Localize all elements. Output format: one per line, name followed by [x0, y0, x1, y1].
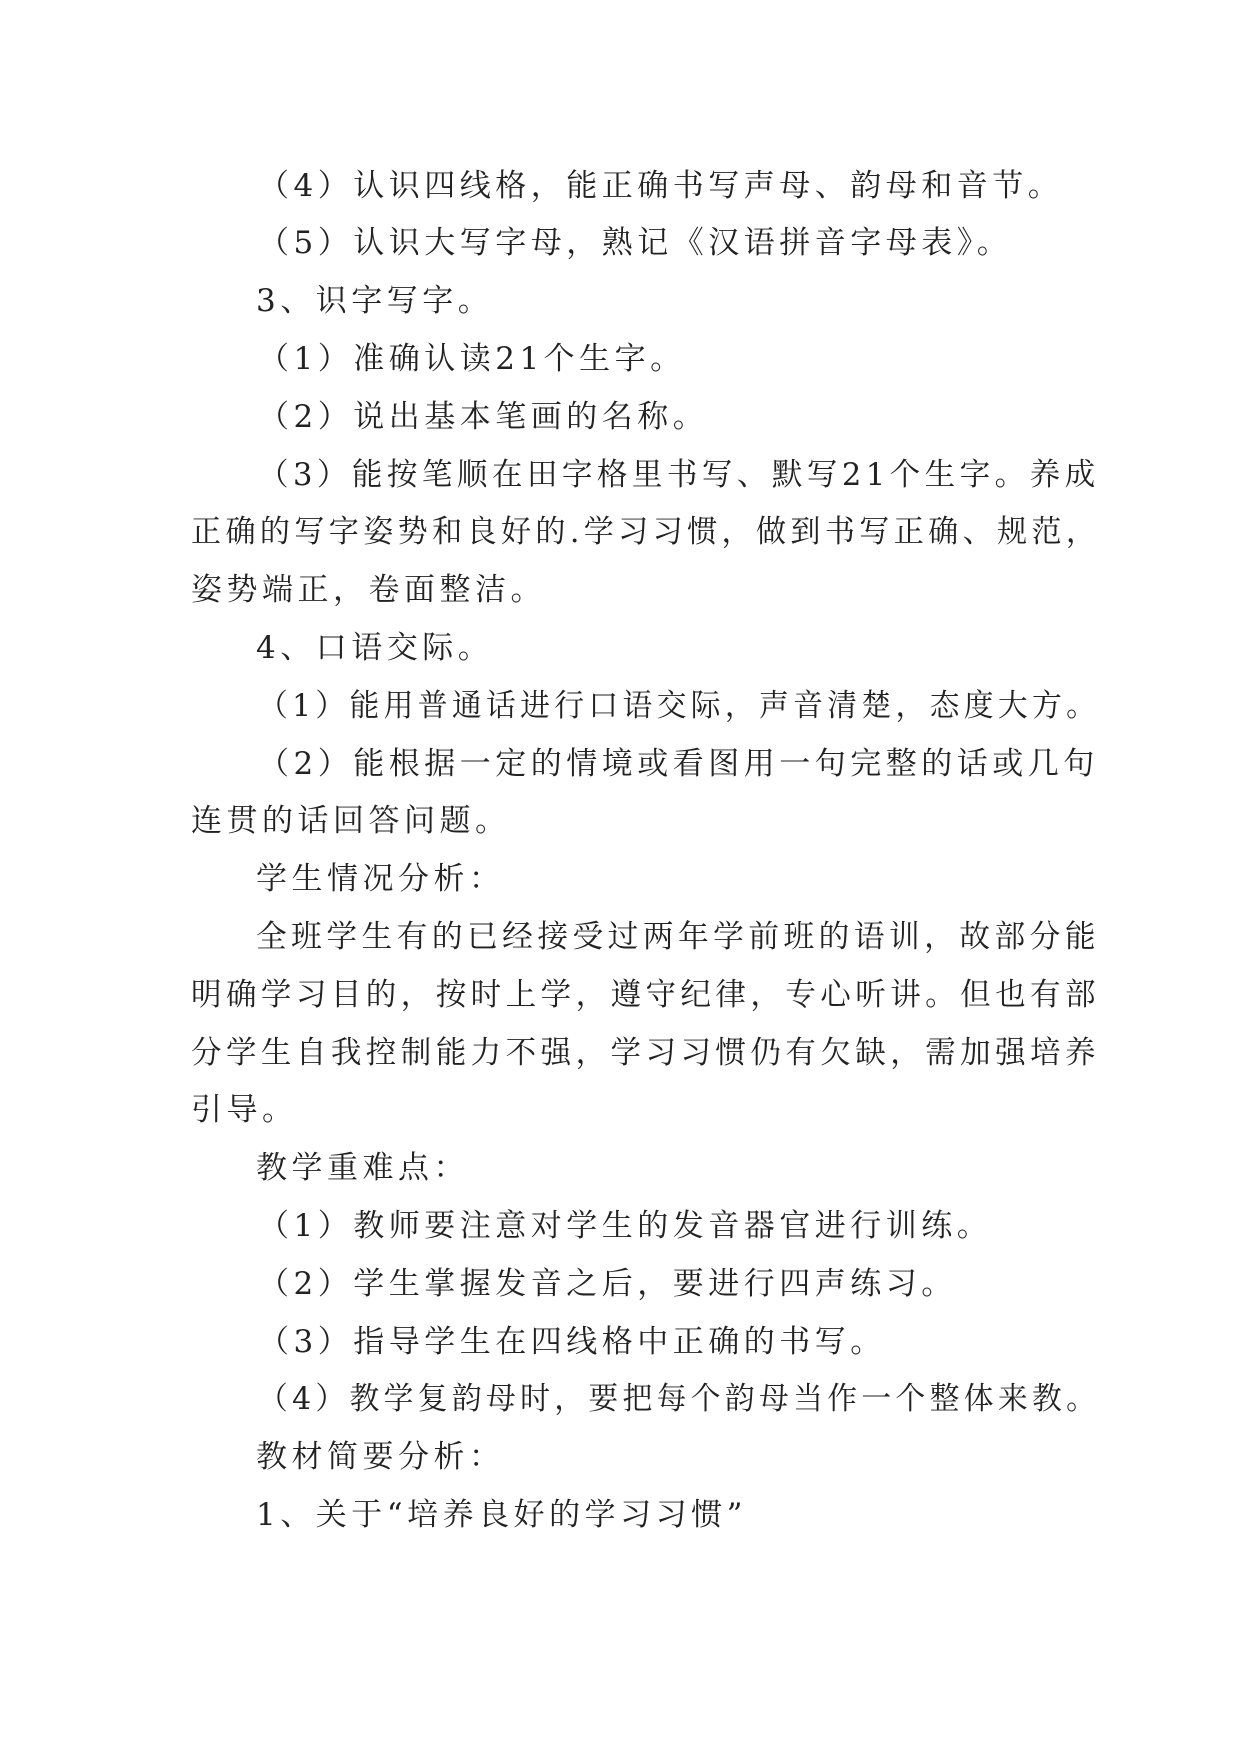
section-heading-oral: 4、口语交际。 [256, 630, 494, 666]
student-analysis-line-3: 分学生自我控制能力不强，学习习惯仍有欠缺，需加强培养 [191, 1035, 1100, 1071]
student-analysis-line-4: 引导。 [191, 1092, 298, 1128]
section-heading-literacy: 3、识字写字。 [256, 283, 494, 319]
heading-key-difficulties: 教学重难点： [256, 1150, 469, 1186]
key-difficulty-2: （2）学生掌握发音之后，要进行四声练习。 [258, 1266, 957, 1302]
heading-student-analysis: 学生情况分析： [256, 861, 505, 897]
objective-literacy-2: （2）说出基本笔画的名称。 [258, 399, 709, 435]
objective-pinyin-4: （4）认识四线格，能正确书写声母、韵母和音节。 [258, 168, 1064, 204]
student-analysis-line-1: 全班学生有的已经接受过两年学前班的语训，故部分能 [256, 919, 1100, 955]
objective-oral-2-line-2: 连贯的话回答问题。 [191, 803, 511, 839]
objective-oral-2-line-1: （2）能根据一定的情境或看图用一句完整的话或几句 [258, 746, 1099, 782]
student-analysis-line-2: 明确学习目的，按时上学，遵守纪律，专心听讲。但也有部 [191, 977, 1100, 1013]
key-difficulty-4: （4）教学复韵母时，要把每个韵母当作一个整体来教。 [258, 1381, 1101, 1417]
objective-literacy-3-line-2: 正确的写字姿势和良好的.学习习惯，做到书写正确、规范， [191, 514, 1101, 550]
objective-pinyin-5: （5）认识大写字母，熟记《汉语拼音字母表》。 [258, 225, 1013, 261]
objective-oral-1: （1）能用普通话进行口语交际，声音清楚，态度大方。 [258, 688, 1101, 724]
textbook-analysis-item-1: 1、关于“培养良好的学习习惯” [256, 1497, 747, 1533]
objective-literacy-3-line-1: （3）能按笔顺在田字格里书写、默写21个生字。养成 [258, 457, 1100, 493]
key-difficulty-3: （3）指导学生在四线格中正确的书写。 [258, 1324, 886, 1360]
objective-literacy-1: （1）准确认读21个生字。 [258, 341, 686, 377]
heading-textbook-analysis: 教材简要分析： [256, 1439, 505, 1475]
key-difficulty-1: （1）教师要注意对学生的发音器官进行训练。 [258, 1208, 993, 1244]
objective-literacy-3-line-3: 姿势端正，卷面整洁。 [191, 572, 546, 608]
